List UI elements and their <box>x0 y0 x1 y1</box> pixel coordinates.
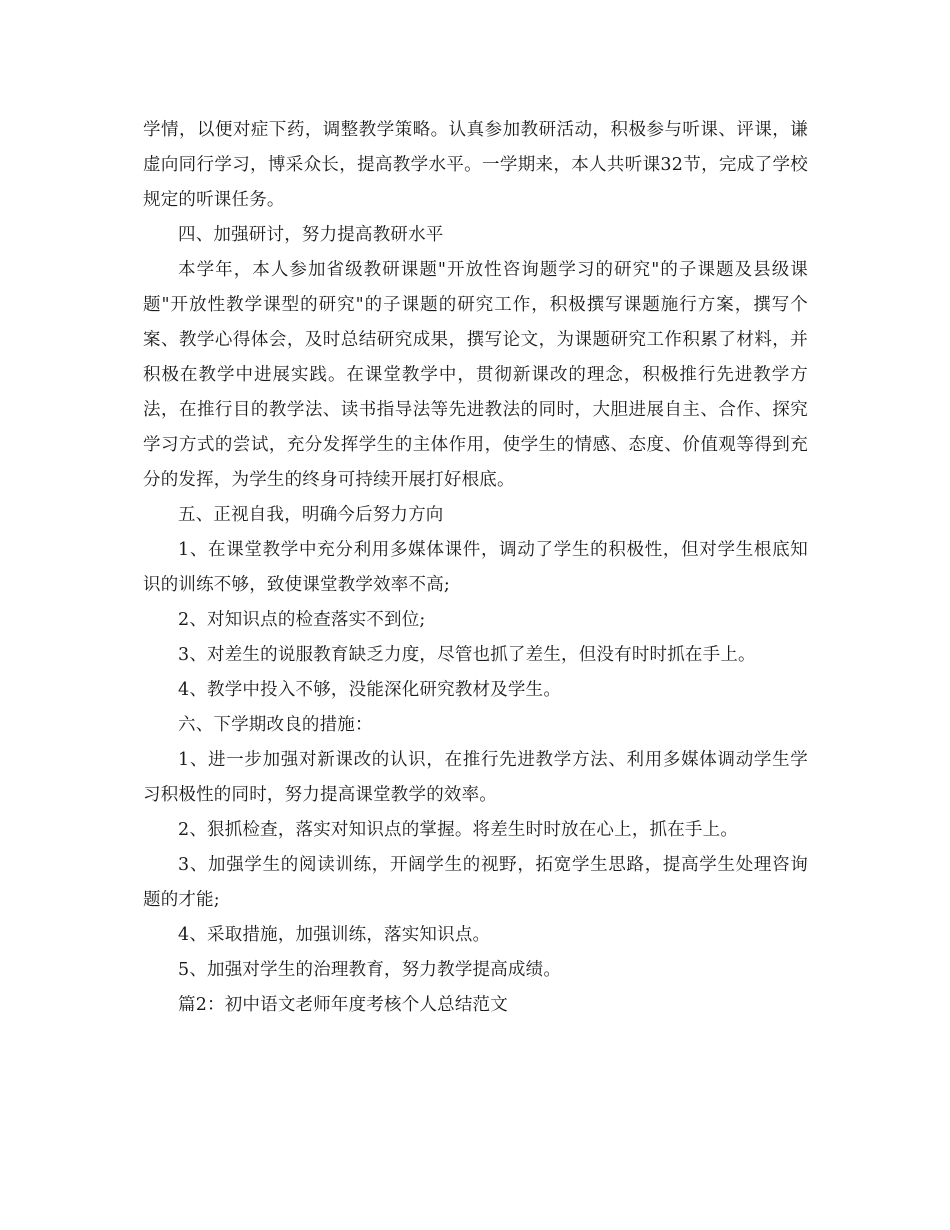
list-item-six-1: 1、进一步加强对新课改的认识，在推行先进教学方法、利用多媒体调动学生学习积极性的同时，努力提高课堂教学的效率。 <box>143 750 808 805</box>
section-heading-four: 四、加强研讨，努力提高教研水平 <box>178 225 444 245</box>
list-item-six-5: 5、加强对学生的治理教育，努力教学提高成绩。 <box>178 960 562 980</box>
paragraph-research: 本学年，本人参加省级教研课题"开放性咨询题学习的研究"的子课题及县级课题"开放性教学课型的研究"的子课题的研究工作，积极撰写课题施行方案，撰写个案、教学心得体会，及时总结研究成果，撰写论文，为课题研究工作积累了材料，并积极在教学中进展实践。在课堂教学中，贯彻新课改的理念，积极推行先进教学方法，在推行目的教学法、读书指导法等先进教法的同时，大胆进展自主、合作、探究学习方式的尝试，充分发挥学生的主体作用，使学生的情感、态度、价值观等得到充分的发挥，为学生的终身可持续开展打好根底。 <box>143 260 808 490</box>
document-body <box>143 113 808 1023</box>
list-item-six-2: 2、狠抓检查，落实对知识点的掌握。将差生时时放在心上，抓在手上。 <box>178 820 739 840</box>
list-item-five-3: 3、对差生的说服教育缺乏力度，尽管也抓了差生，但没有时时抓在手上。 <box>178 645 756 665</box>
article-two-title: 篇2：初中语文老师年度考核个人总结范文 <box>178 995 508 1015</box>
list-item-five-2: 2、对知识点的检查落实不到位; <box>178 610 426 630</box>
section-heading-six: 六、下学期改良的措施： <box>178 715 373 735</box>
list-item-six-3: 3、加强学生的阅读训练，开阔学生的视野，拓宽学生思路，提高学生处理咨询题的才能; <box>143 855 808 910</box>
list-item-six-4: 4、采取措施，加强训练，落实知识点。 <box>178 925 491 945</box>
list-item-five-4: 4、教学中投入不够，没能深化研究教材及学生。 <box>178 680 562 700</box>
list-item-five-1: 1、在课堂教学中充分利用多媒体课件，调动了学生的积极性，但对学生根底知识的训练不够，致使课堂教学效率不高; <box>143 540 808 595</box>
section-heading-five: 五、正视自我，明确今后努力方向 <box>178 505 444 525</box>
paragraph-continuation: 学情，以便对症下药，调整教学策略。认真参加教研活动，积极参与听课、评课，谦虚向同行学习，博采众长，提高教学水平。一学期来，本人共听课32节，完成了学校规定的听课任务。 <box>143 120 808 210</box>
